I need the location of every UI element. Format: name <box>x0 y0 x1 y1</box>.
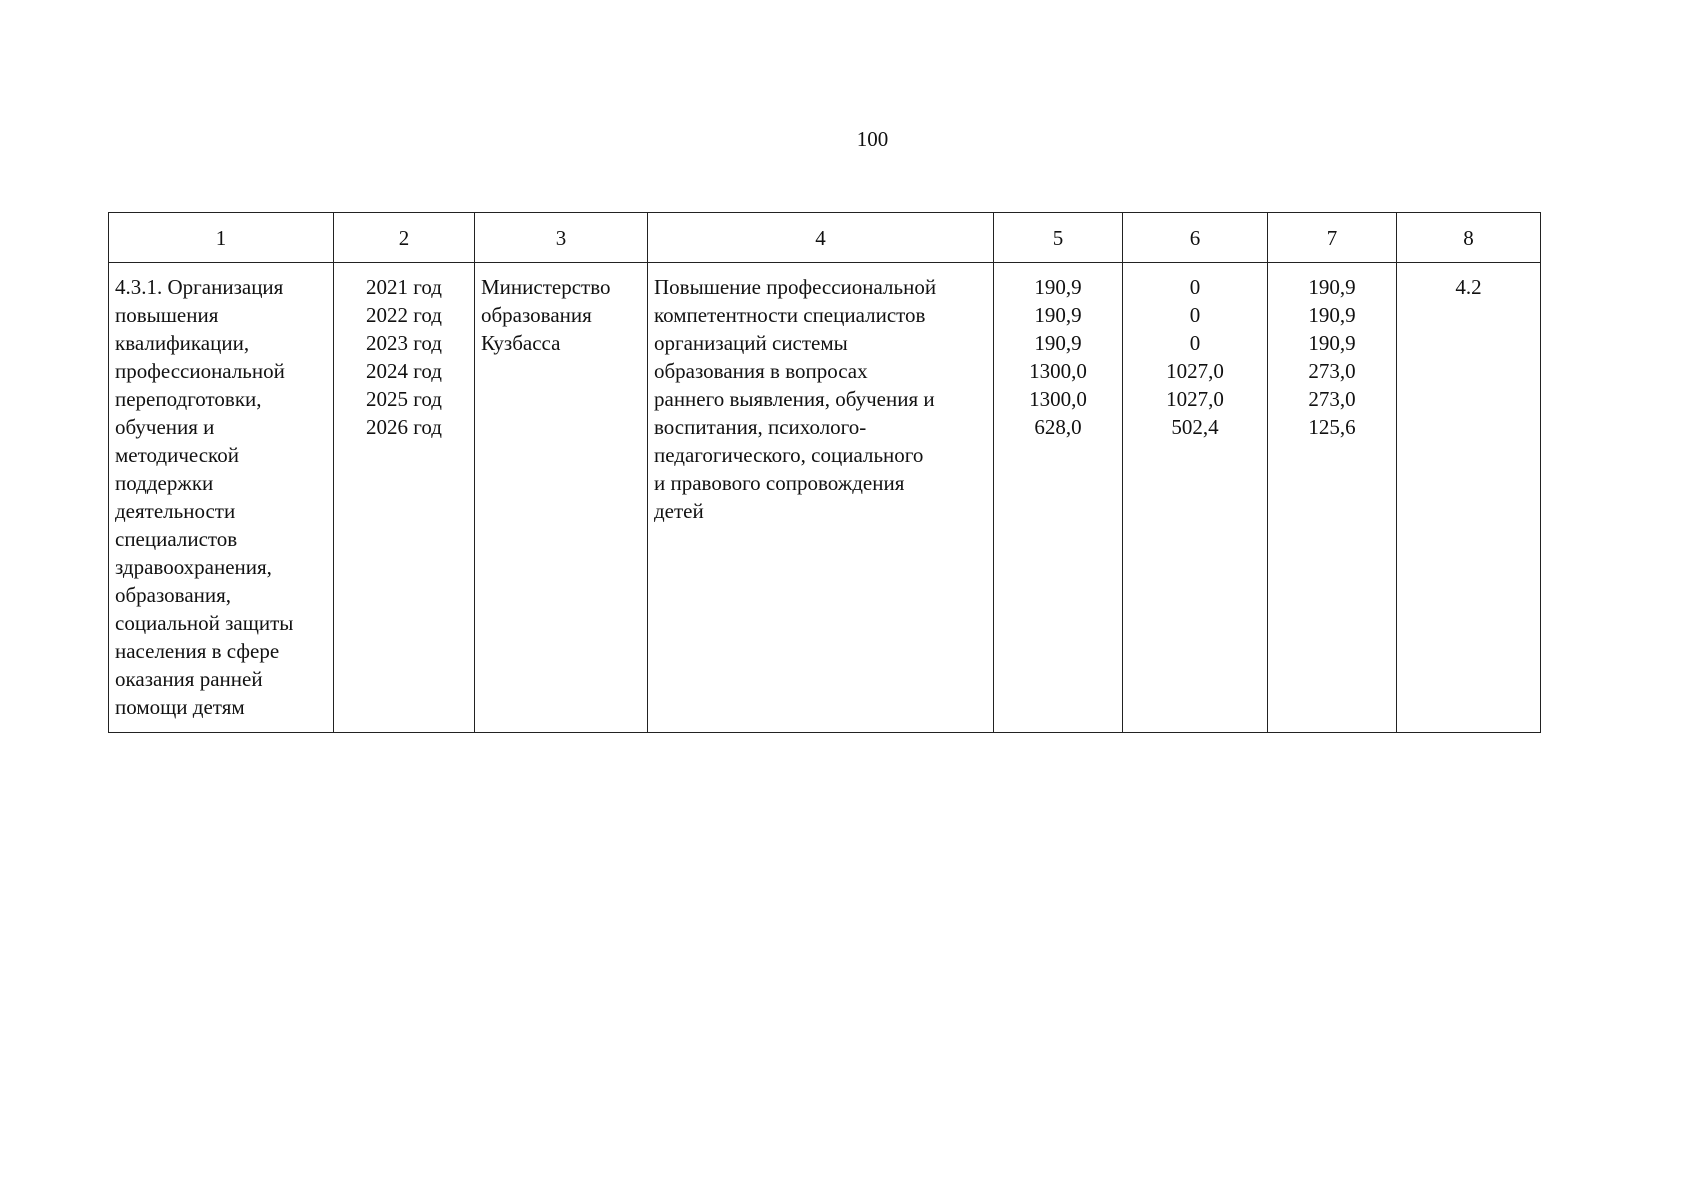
col5-value: 190,9 <box>1034 303 1082 327</box>
event-line: оказания ранней <box>115 667 263 691</box>
result-line: воспитания, психолого- <box>654 415 867 439</box>
event-line: социальной защиты <box>115 611 294 635</box>
col6-value: 1027,0 <box>1166 387 1224 411</box>
page-number: 100 <box>856 127 889 151</box>
program-table <box>108 212 1541 733</box>
result-line: компетентности специалистов <box>654 303 926 327</box>
col6-cell <box>1123 263 1268 733</box>
header-cell-5: 5 <box>994 213 1123 263</box>
year-value: 2022 год <box>366 303 442 327</box>
col7-value: 273,0 <box>1308 359 1356 383</box>
result-line: детей <box>654 499 704 523</box>
event-line: переподготовки, <box>115 387 262 411</box>
event-line: повышения <box>115 303 219 327</box>
event-line: помощи детям <box>115 695 245 719</box>
event-line: обучения и <box>115 415 215 439</box>
year-value: 2025 год <box>366 387 442 411</box>
col7-value: 190,9 <box>1308 275 1356 299</box>
year-value: 2024 год <box>366 359 442 383</box>
col5-value: 1300,0 <box>1029 359 1087 383</box>
result-line: раннего выявления, обучения и <box>654 387 935 411</box>
header-cell-8: 8 <box>1397 213 1541 263</box>
year-value: 2023 год <box>366 331 442 355</box>
table-row <box>109 263 1541 733</box>
col5-value: 1300,0 <box>1029 387 1087 411</box>
header-cell-6: 6 <box>1123 213 1268 263</box>
year-value: 2026 год <box>366 415 442 439</box>
event-line: поддержки <box>115 471 214 495</box>
col6-value: 0 <box>1189 275 1201 299</box>
header-row <box>109 213 1541 263</box>
col8-value: 4.2 <box>1455 275 1482 299</box>
col7-value: 273,0 <box>1308 387 1356 411</box>
col5-value: 190,9 <box>1034 331 1082 355</box>
result-line: Повышение профессиональной <box>654 275 937 299</box>
result-line: образования в вопросах <box>654 359 868 383</box>
executor-line: Кузбасса <box>481 331 561 355</box>
col6-value: 502,4 <box>1171 415 1219 439</box>
executor-cell <box>475 263 648 733</box>
header-cell-3: 3 <box>475 213 648 263</box>
result-cell <box>648 263 994 733</box>
result-line: педагогического, социального <box>654 443 924 467</box>
event-cell <box>109 263 334 733</box>
event-line: образования, <box>115 583 232 607</box>
result-line: и правового сопровождения <box>654 471 905 495</box>
event-line: методической <box>115 443 239 467</box>
event-line: деятельности <box>115 499 236 523</box>
col6-value: 0 <box>1189 331 1201 355</box>
header-cell-4: 4 <box>648 213 994 263</box>
header-cell-7: 7 <box>1268 213 1397 263</box>
col7-value: 125,6 <box>1308 415 1356 439</box>
col5-value: 628,0 <box>1034 415 1082 439</box>
event-line: здравоохранения, <box>115 555 272 579</box>
event-line: специалистов <box>115 527 238 551</box>
executor-line: образования <box>481 303 592 327</box>
executor-line: Министерство <box>481 275 611 299</box>
col8-cell <box>1397 263 1541 733</box>
result-line: организаций системы <box>654 331 848 355</box>
header-cell-2: 2 <box>334 213 475 263</box>
event-line: населения в сфере <box>115 639 280 663</box>
event-line: профессиональной <box>115 359 285 383</box>
col5-value: 190,9 <box>1034 275 1082 299</box>
years-cell <box>334 263 475 733</box>
col7-value: 190,9 <box>1308 331 1356 355</box>
col6-value: 1027,0 <box>1166 359 1224 383</box>
event-line: 4.3.1. Организация <box>115 275 284 299</box>
col5-cell <box>994 263 1123 733</box>
event-line: квалификации, <box>115 331 250 355</box>
col6-value: 0 <box>1189 303 1201 327</box>
col7-value: 190,9 <box>1308 303 1356 327</box>
year-value: 2021 год <box>366 275 442 299</box>
header-cell-1: 1 <box>109 213 334 263</box>
col7-cell <box>1268 263 1397 733</box>
